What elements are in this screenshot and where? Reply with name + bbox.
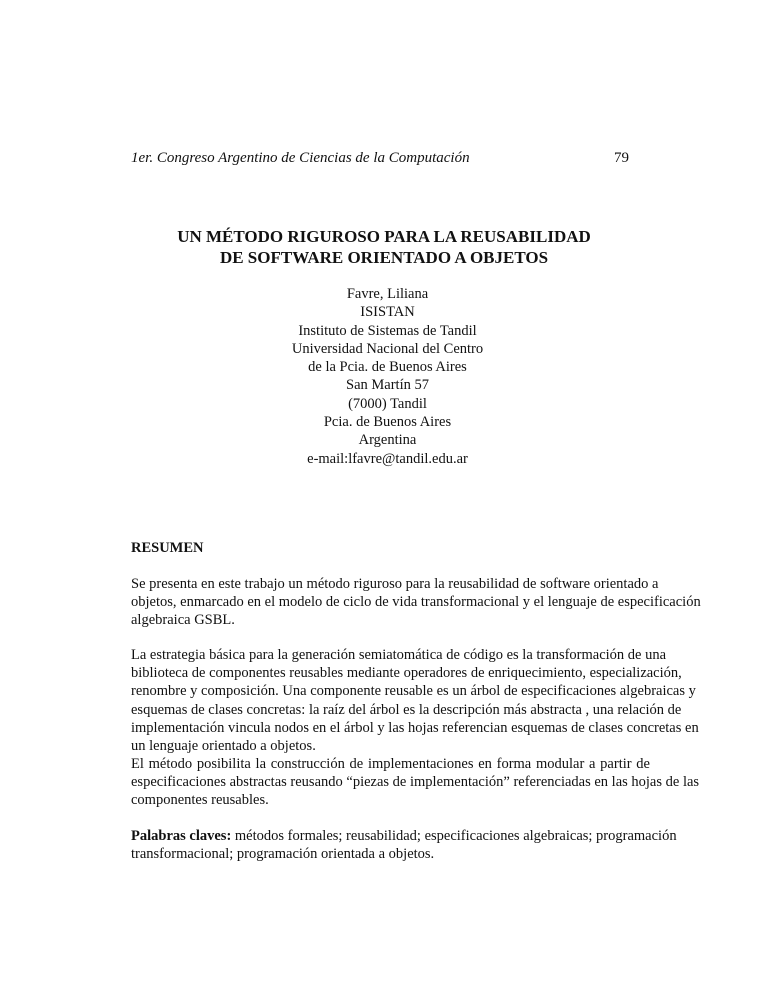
abstract-paragraph-1 [131, 575, 701, 630]
text-line: componentes reusables. [131, 792, 269, 809]
keywords-label: Palabras claves: [131, 828, 232, 844]
text-line: esquemas de clases concretas: la raíz del árbol es la descripción más abstracta , una relación de [131, 701, 682, 718]
text-line: El método posibilita la construcción de implementaciones en forma modular a partir de [131, 756, 650, 772]
paper-title [0, 226, 768, 268]
text-line: objetos, enmarcado en el modelo de ciclo de vida transformacional y el lenguaje de especificación [131, 594, 701, 611]
conference-name: 1er. Congreso Argentino de Ciencias de la Computación [131, 150, 470, 166]
title-line: DE SOFTWARE ORIENTADO A OBJETOS [219, 248, 549, 267]
running-header [131, 150, 651, 167]
page-number: 79 [614, 150, 629, 166]
affiliation-line: de la Pcia. de Buenos Aires [308, 359, 467, 376]
title-line: UN MÉTODO RIGUROSO PARA LA REUSABILIDAD [177, 227, 591, 246]
text-line: algebraica GSBL. [131, 612, 235, 629]
section-heading: RESUMEN [131, 540, 204, 556]
address-line: Pcia. de Buenos Aires [323, 414, 452, 431]
abstract-paragraph-3 [131, 755, 700, 810]
text-line: un lenguaje orientado a objetos. [131, 738, 316, 755]
text-line: biblioteca de componentes reusables mediante operadores de enriquecimiento, especialización, [131, 665, 682, 682]
text-line: Se presenta en este trabajo un método riguroso para la reusabilidad de software orientado a [131, 576, 659, 592]
keywords-text: métodos formales; reusabilidad; especificaciones algebraicas; programación [234, 828, 677, 844]
author-email: e-mail:lfavre@tandil.edu.ar [307, 450, 468, 467]
address-line: Argentina [358, 432, 417, 449]
text-line: La estrategia básica para la generación semiatomática de código es la transformación de una [131, 647, 667, 663]
affiliation-line: Universidad Nacional del Centro [291, 340, 484, 357]
affiliation-line: Instituto de Sistemas de Tandil [298, 322, 477, 339]
address-line: (7000) Tandil [348, 395, 427, 412]
text-line [131, 827, 677, 845]
affiliation-line: ISISTAN [360, 304, 415, 321]
text-line: renombre y composición. Una componente reusable es un árbol de especificaciones algebraicas y [131, 683, 696, 700]
abstract-paragraph-2 [131, 646, 699, 755]
text-line: especificaciones abstractas reusando “piezas de implementación” referenciadas en las hojas de las [131, 774, 700, 791]
text-line: transformacional; programación orientada a objetos. [131, 846, 435, 863]
author-name: Favre, Liliana [346, 286, 429, 302]
text-line: implementación vincula nodos en el árbol y las hojas referencian esquemas de clases concretas en [131, 719, 699, 736]
author-block [0, 285, 768, 468]
address-line: San Martín 57 [346, 377, 429, 394]
keywords [131, 827, 677, 863]
